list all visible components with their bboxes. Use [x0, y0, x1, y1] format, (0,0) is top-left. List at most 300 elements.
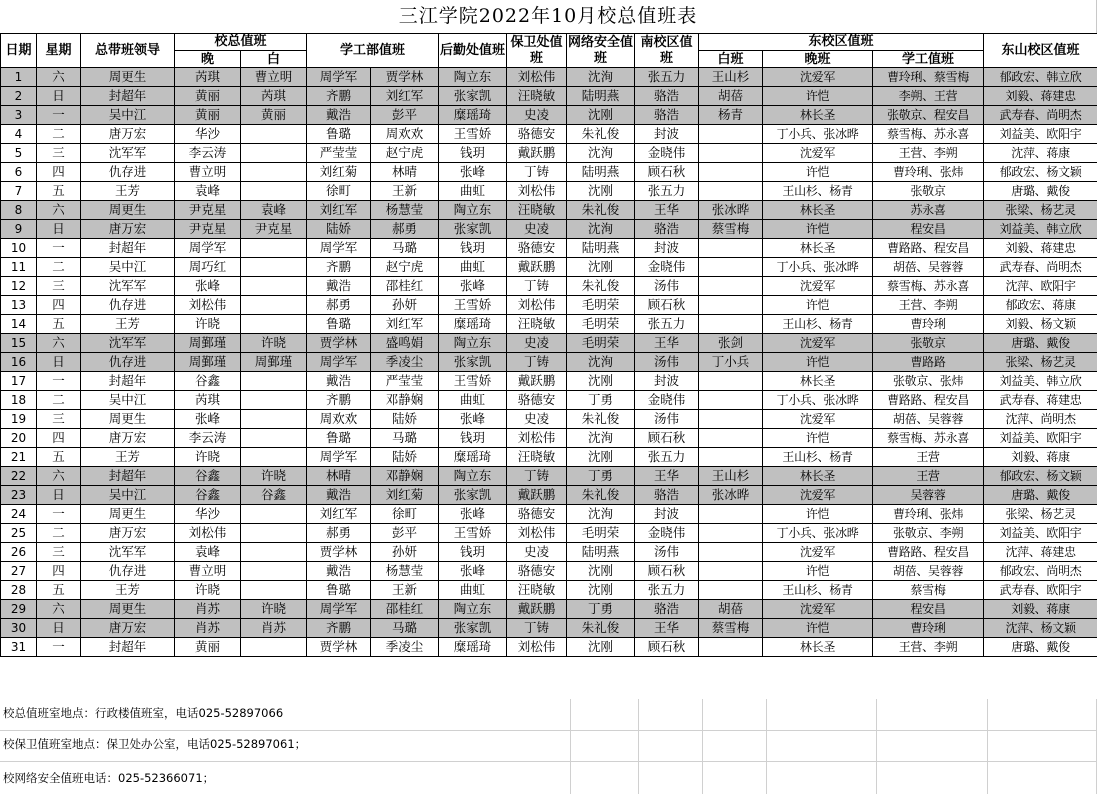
date-cell: 1: [1, 68, 37, 87]
dongshan-cell: 刘益美、韩立欣: [984, 372, 1097, 391]
east-night-cell: 许恺: [763, 429, 873, 448]
weekday-cell: 日: [37, 619, 81, 638]
student-affairs-cell-2: 郝勇: [371, 220, 439, 239]
student-affairs-cell-2: 贾学林: [371, 68, 439, 87]
campus-night-cell: 刘松伟: [175, 296, 241, 315]
student-affairs-cell-2: 马璐: [371, 619, 439, 638]
east-day-cell: [699, 296, 763, 315]
security-cell: 戴跃鹏: [507, 600, 567, 619]
security-cell: 汪晓敏: [507, 581, 567, 600]
network-cell: 朱礼俊: [567, 619, 635, 638]
security-cell: 骆德安: [507, 505, 567, 524]
east-night-cell: 林长圣: [763, 372, 873, 391]
campus-day-cell: 周鄞瑾: [241, 353, 307, 372]
dongshan-cell: 沈萍、杨文颖: [984, 619, 1097, 638]
student-affairs-cell-2: 邓静娴: [371, 467, 439, 486]
east-student-cell: 曹玲琍: [873, 619, 984, 638]
east-night-cell: 沈爱军: [763, 600, 873, 619]
logistics-cell: 曲虹: [439, 258, 507, 277]
east-night-cell: 丁小兵、张冰晔: [763, 524, 873, 543]
east-night-cell: 沈爱军: [763, 486, 873, 505]
leader-cell: 仇存进: [81, 163, 175, 182]
south-campus-cell: 汤伟: [635, 410, 699, 429]
logistics-cell: 钱玥: [439, 144, 507, 163]
table-row: [1, 144, 1097, 163]
table-row: [1, 581, 1097, 600]
east-night-cell: 林长圣: [763, 239, 873, 258]
east-day-cell: 丁小兵: [699, 353, 763, 372]
logistics-cell: 曲虹: [439, 581, 507, 600]
logistics-cell: 张峰: [439, 277, 507, 296]
east-night-cell: 沈爱军: [763, 144, 873, 163]
dongshan-cell: 郁政宏、杨文颖: [984, 163, 1097, 182]
student-affairs-cell-1: 戴浩: [307, 562, 371, 581]
weekday-cell: 六: [37, 334, 81, 353]
east-night-cell: 王山杉、杨青: [763, 182, 873, 201]
campus-night-cell: 芮琪: [175, 68, 241, 87]
dongshan-cell: 刘毅、蒋建忠: [984, 87, 1097, 106]
weekday-cell: 一: [37, 638, 81, 657]
weekday-cell: 四: [37, 562, 81, 581]
south-campus-cell: 张五力: [635, 182, 699, 201]
logistics-cell: 张峰: [439, 410, 507, 429]
logistics-cell: 糜瑶琦: [439, 638, 507, 657]
table-row: [1, 543, 1097, 562]
south-campus-cell: 王华: [635, 201, 699, 220]
campus-night-cell: 刘松伟: [175, 524, 241, 543]
leader-cell: 封超年: [81, 638, 175, 657]
network-cell: 毛明荣: [567, 524, 635, 543]
east-student-cell: 蔡雪梅、苏永喜: [873, 125, 984, 144]
dongshan-cell: 武寿春、蒋建忠: [984, 391, 1097, 410]
table-row: [1, 619, 1097, 638]
leader-cell: 王芳: [81, 448, 175, 467]
campus-night-cell: 黄丽: [175, 106, 241, 125]
leader-cell: 王芳: [81, 315, 175, 334]
date-cell: 25: [1, 524, 37, 543]
table-row: [1, 87, 1097, 106]
student-affairs-cell-1: 鲁璐: [307, 581, 371, 600]
table-row: [1, 562, 1097, 581]
east-day-cell: [699, 163, 763, 182]
campus-night-cell: 黄丽: [175, 638, 241, 657]
network-cell: 沈洵: [567, 429, 635, 448]
student-affairs-cell-1: 齐鹏: [307, 258, 371, 277]
east-day-cell: 王山杉: [699, 467, 763, 486]
table-row: [1, 68, 1097, 87]
date-cell: 17: [1, 372, 37, 391]
leader-cell: 周更生: [81, 410, 175, 429]
network-cell: 毛明荣: [567, 334, 635, 353]
table-row: [1, 448, 1097, 467]
logistics-cell: 陶立东: [439, 600, 507, 619]
campus-night-cell: 尹克星: [175, 220, 241, 239]
weekday-cell: 一: [37, 106, 81, 125]
weekday-cell: 六: [37, 68, 81, 87]
east-student-cell: 胡蓓、吴蓉蓉: [873, 258, 984, 277]
logistics-cell: 钱玥: [439, 239, 507, 258]
campus-day-cell: [241, 581, 307, 600]
east-day-cell: [699, 638, 763, 657]
dongshan-cell: 刘毅、杨文颖: [984, 315, 1097, 334]
east-student-cell: 蔡雪梅、苏永喜: [873, 277, 984, 296]
campus-night-cell: 曹立明: [175, 163, 241, 182]
campus-day-cell: [241, 410, 307, 429]
security-cell: 丁铸: [507, 619, 567, 638]
student-affairs-cell-2: 赵宁虎: [371, 144, 439, 163]
east-student-cell: 曹路路: [873, 353, 984, 372]
logistics-cell: 张家凯: [439, 619, 507, 638]
network-cell: 毛明荣: [567, 296, 635, 315]
table-row: [1, 638, 1097, 657]
campus-day-cell: 芮琪: [241, 87, 307, 106]
weekday-cell: 三: [37, 277, 81, 296]
campus-day-cell: 许晓: [241, 600, 307, 619]
date-cell: 16: [1, 353, 37, 372]
date-cell: 6: [1, 163, 37, 182]
dongshan-cell: 张梁、杨艺灵: [984, 201, 1097, 220]
campus-day-cell: [241, 163, 307, 182]
header-east-day: 白班: [699, 51, 763, 68]
east-day-cell: 胡蓓: [699, 87, 763, 106]
date-cell: 10: [1, 239, 37, 258]
campus-day-cell: [241, 239, 307, 258]
student-affairs-cell-2: 盛鸣娟: [371, 334, 439, 353]
student-affairs-cell-2: 邵桂红: [371, 277, 439, 296]
east-day-cell: [699, 562, 763, 581]
leader-cell: 沈军军: [81, 543, 175, 562]
campus-day-cell: [241, 277, 307, 296]
student-affairs-cell-1: 齐鹏: [307, 391, 371, 410]
logistics-cell: 糜瑶琦: [439, 448, 507, 467]
south-campus-cell: 骆浩: [635, 486, 699, 505]
leader-cell: 唐万宏: [81, 125, 175, 144]
leader-cell: 王芳: [81, 581, 175, 600]
student-affairs-cell-2: 孙妍: [371, 296, 439, 315]
campus-day-cell: [241, 429, 307, 448]
south-campus-cell: 骆浩: [635, 600, 699, 619]
network-cell: 毛明荣: [567, 315, 635, 334]
student-affairs-cell-1: 严莹莹: [307, 144, 371, 163]
campus-day-cell: 肖苏: [241, 619, 307, 638]
south-campus-cell: 顾石秋: [635, 163, 699, 182]
student-affairs-cell-1: 戴浩: [307, 106, 371, 125]
campus-day-cell: [241, 543, 307, 562]
network-cell: 朱礼俊: [567, 410, 635, 429]
east-student-cell: 张敬京: [873, 334, 984, 353]
date-cell: 29: [1, 600, 37, 619]
campus-day-cell: [241, 562, 307, 581]
east-day-cell: [699, 144, 763, 163]
table-row: [1, 296, 1097, 315]
east-night-cell: 许恺: [763, 353, 873, 372]
south-campus-cell: 张五力: [635, 315, 699, 334]
east-student-cell: 李朔、王营: [873, 87, 984, 106]
security-cell: 刘松伟: [507, 296, 567, 315]
logistics-cell: 张家凯: [439, 87, 507, 106]
date-cell: 13: [1, 296, 37, 315]
east-night-cell: 许恺: [763, 296, 873, 315]
east-night-cell: 丁小兵、张冰晔: [763, 125, 873, 144]
student-affairs-cell-1: 徐町: [307, 182, 371, 201]
east-day-cell: [699, 581, 763, 600]
east-day-cell: [699, 258, 763, 277]
weekday-cell: 日: [37, 220, 81, 239]
student-affairs-cell-1: 郝勇: [307, 296, 371, 315]
table-row: [1, 353, 1097, 372]
east-day-cell: [699, 524, 763, 543]
east-night-cell: 王山杉、杨青: [763, 448, 873, 467]
dongshan-cell: 刘益美、韩立欣: [984, 220, 1097, 239]
east-day-cell: [699, 239, 763, 258]
date-cell: 11: [1, 258, 37, 277]
logistics-cell: 张峰: [439, 505, 507, 524]
east-night-cell: 林长圣: [763, 106, 873, 125]
security-cell: 汪晓敏: [507, 448, 567, 467]
dongshan-cell: 刘毅、蒋康: [984, 600, 1097, 619]
leader-cell: 周更生: [81, 505, 175, 524]
network-cell: 朱礼俊: [567, 277, 635, 296]
student-affairs-cell-1: 周学军: [307, 600, 371, 619]
campus-night-cell: 袁峰: [175, 543, 241, 562]
east-student-cell: 王营: [873, 448, 984, 467]
campus-day-cell: 黄丽: [241, 106, 307, 125]
south-campus-cell: 封波: [635, 239, 699, 258]
east-student-cell: 曹玲琍、蔡雪梅: [873, 68, 984, 87]
logistics-cell: 王雪娇: [439, 372, 507, 391]
table-row: [1, 315, 1097, 334]
campus-night-cell: 周巧红: [175, 258, 241, 277]
campus-day-cell: 袁峰: [241, 201, 307, 220]
student-affairs-cell-2: 季凌尘: [371, 353, 439, 372]
logistics-cell: 曲虹: [439, 391, 507, 410]
student-affairs-cell-1: 戴浩: [307, 277, 371, 296]
student-affairs-cell-2: 赵宁虎: [371, 258, 439, 277]
network-cell: 沈洵: [567, 220, 635, 239]
dongshan-cell: 沈萍、尚明杰: [984, 410, 1097, 429]
network-cell: 陆明燕: [567, 163, 635, 182]
east-day-cell: [699, 372, 763, 391]
weekday-cell: 四: [37, 163, 81, 182]
security-cell: 刘松伟: [507, 524, 567, 543]
student-affairs-cell-1: 陆娇: [307, 220, 371, 239]
student-affairs-cell-2: 陆娇: [371, 448, 439, 467]
security-cell: 戴跃鹏: [507, 144, 567, 163]
network-cell: 沈洵: [567, 353, 635, 372]
dongshan-cell: 唐璐、戴俊: [984, 182, 1097, 201]
east-night-cell: 丁小兵、张冰晔: [763, 258, 873, 277]
date-cell: 12: [1, 277, 37, 296]
security-cell: 汪晓敏: [507, 315, 567, 334]
east-day-cell: [699, 125, 763, 144]
leader-cell: 吴中江: [81, 258, 175, 277]
leader-cell: 封超年: [81, 239, 175, 258]
network-cell: 沈刚: [567, 448, 635, 467]
network-cell: 陆明燕: [567, 87, 635, 106]
campus-day-cell: 谷鑫: [241, 486, 307, 505]
campus-night-cell: 张峰: [175, 410, 241, 429]
leader-cell: 仇存进: [81, 562, 175, 581]
east-night-cell: 许恺: [763, 619, 873, 638]
weekday-cell: 六: [37, 467, 81, 486]
student-affairs-cell-1: 刘红军: [307, 505, 371, 524]
date-cell: 14: [1, 315, 37, 334]
leader-cell: 仇存进: [81, 296, 175, 315]
campus-night-cell: 华沙: [175, 125, 241, 144]
date-cell: 18: [1, 391, 37, 410]
network-cell: 沈刚: [567, 581, 635, 600]
campus-day-cell: [241, 315, 307, 334]
south-campus-cell: 汤伟: [635, 277, 699, 296]
south-campus-cell: 顾石秋: [635, 429, 699, 448]
logistics-cell: 陶立东: [439, 467, 507, 486]
leader-cell: 唐万宏: [81, 220, 175, 239]
dongshan-cell: 郁政宏、蒋康: [984, 296, 1097, 315]
security-cell: 汪晓敏: [507, 87, 567, 106]
student-affairs-cell-2: 刘红军: [371, 315, 439, 334]
date-cell: 15: [1, 334, 37, 353]
security-cell: 戴跃鹏: [507, 372, 567, 391]
network-cell: 朱礼俊: [567, 486, 635, 505]
east-student-cell: 曹路路、程安昌: [873, 391, 984, 410]
weekday-cell: 日: [37, 87, 81, 106]
security-cell: 骆德安: [507, 125, 567, 144]
header-student-affairs: 学工部值班: [307, 34, 439, 68]
student-affairs-cell-2: 马璐: [371, 429, 439, 448]
student-affairs-cell-2: 邵桂红: [371, 600, 439, 619]
east-night-cell: 沈爱军: [763, 543, 873, 562]
note-network-phone: 校网络安全值班电话：025-52366071；: [0, 761, 1097, 795]
east-student-cell: 王营、李朔: [873, 296, 984, 315]
security-cell: 丁铸: [507, 353, 567, 372]
east-day-cell: 张冰晔: [699, 201, 763, 220]
east-day-cell: 张剑: [699, 334, 763, 353]
table-row: [1, 125, 1097, 144]
network-cell: 沈洵: [567, 68, 635, 87]
student-affairs-cell-1: 鲁璐: [307, 125, 371, 144]
dongshan-cell: 武寿春、尚明杰: [984, 258, 1097, 277]
weekday-cell: 五: [37, 315, 81, 334]
weekday-cell: 三: [37, 144, 81, 163]
leader-cell: 唐万宏: [81, 429, 175, 448]
student-affairs-cell-1: 鲁璐: [307, 315, 371, 334]
student-affairs-cell-1: 郝勇: [307, 524, 371, 543]
east-student-cell: 曹玲琍、张炜: [873, 505, 984, 524]
header-east-night: 晚班: [763, 51, 873, 68]
campus-night-cell: 周鄞瑾: [175, 353, 241, 372]
student-affairs-cell-2: 杨慧莹: [371, 562, 439, 581]
header-logistics: 后勤处值班: [439, 34, 507, 68]
leader-cell: 吴中江: [81, 106, 175, 125]
table-row: [1, 429, 1097, 448]
table-row: [1, 600, 1097, 619]
date-cell: 20: [1, 429, 37, 448]
table-row: [1, 372, 1097, 391]
east-student-cell: 吴蓉蓉: [873, 486, 984, 505]
weekday-cell: 日: [37, 486, 81, 505]
logistics-cell: 张家凯: [439, 486, 507, 505]
east-student-cell: 蔡雪梅: [873, 581, 984, 600]
campus-day-cell: [241, 182, 307, 201]
dongshan-cell: 刘益美、欧阳宇: [984, 524, 1097, 543]
east-day-cell: 张冰晔: [699, 486, 763, 505]
network-cell: 丁勇: [567, 467, 635, 486]
leader-cell: 王芳: [81, 182, 175, 201]
student-affairs-cell-2: 王新: [371, 182, 439, 201]
dongshan-cell: 唐璐、戴俊: [984, 486, 1097, 505]
date-cell: 26: [1, 543, 37, 562]
east-day-cell: [699, 277, 763, 296]
security-cell: 刘松伟: [507, 638, 567, 657]
weekday-cell: 六: [37, 600, 81, 619]
east-night-cell: 沈爱军: [763, 334, 873, 353]
header-security: 保卫处值班: [507, 34, 567, 68]
date-cell: 7: [1, 182, 37, 201]
security-cell: 史凌: [507, 543, 567, 562]
logistics-cell: 钱玥: [439, 429, 507, 448]
south-campus-cell: 骆浩: [635, 87, 699, 106]
campus-day-cell: [241, 524, 307, 543]
campus-day-cell: 曹立明: [241, 68, 307, 87]
header-campus-day: 白: [241, 51, 307, 68]
leader-cell: 封超年: [81, 467, 175, 486]
network-cell: 沈刚: [567, 106, 635, 125]
security-cell: 史凌: [507, 334, 567, 353]
campus-day-cell: [241, 372, 307, 391]
south-campus-cell: 金晓伟: [635, 144, 699, 163]
table-row: [1, 467, 1097, 486]
header-dongshan: 东山校区值班: [984, 34, 1097, 68]
south-campus-cell: 金晓伟: [635, 524, 699, 543]
network-cell: 沈刚: [567, 562, 635, 581]
student-affairs-cell-2: 季凌尘: [371, 638, 439, 657]
header-east-student: 学工值班: [873, 51, 984, 68]
date-cell: 3: [1, 106, 37, 125]
security-cell: 汪晓敏: [507, 201, 567, 220]
student-affairs-cell-2: 严莹莹: [371, 372, 439, 391]
south-campus-cell: 骆浩: [635, 220, 699, 239]
dongshan-cell: 唐璐、戴俊: [984, 334, 1097, 353]
campus-night-cell: 华沙: [175, 505, 241, 524]
east-day-cell: [699, 182, 763, 201]
campus-night-cell: 许晓: [175, 448, 241, 467]
network-cell: 朱礼俊: [567, 201, 635, 220]
security-cell: 丁铸: [507, 467, 567, 486]
east-day-cell: [699, 448, 763, 467]
dongshan-cell: 唐璐、戴俊: [984, 638, 1097, 657]
student-affairs-cell-2: 徐町: [371, 505, 439, 524]
east-student-cell: 胡蓓、吴蓉蓉: [873, 562, 984, 581]
header-campus-night: 晚: [175, 51, 241, 68]
logistics-cell: 王雪娇: [439, 125, 507, 144]
table-row: [1, 258, 1097, 277]
weekday-cell: 一: [37, 239, 81, 258]
east-student-cell: 程安昌: [873, 220, 984, 239]
table-row: [1, 410, 1097, 429]
network-cell: 沈洵: [567, 505, 635, 524]
campus-night-cell: 谷鑫: [175, 486, 241, 505]
network-cell: 沈刚: [567, 258, 635, 277]
east-student-cell: 曹路路、程安昌: [873, 239, 984, 258]
sheet-title: 三江学院2022年10月校总值班表: [0, 0, 1097, 33]
security-cell: 史凌: [507, 220, 567, 239]
south-campus-cell: 张五力: [635, 581, 699, 600]
student-affairs-cell-1: 周学军: [307, 239, 371, 258]
student-affairs-cell-1: 周学军: [307, 68, 371, 87]
logistics-cell: 张家凯: [439, 353, 507, 372]
date-cell: 30: [1, 619, 37, 638]
east-day-cell: [699, 543, 763, 562]
